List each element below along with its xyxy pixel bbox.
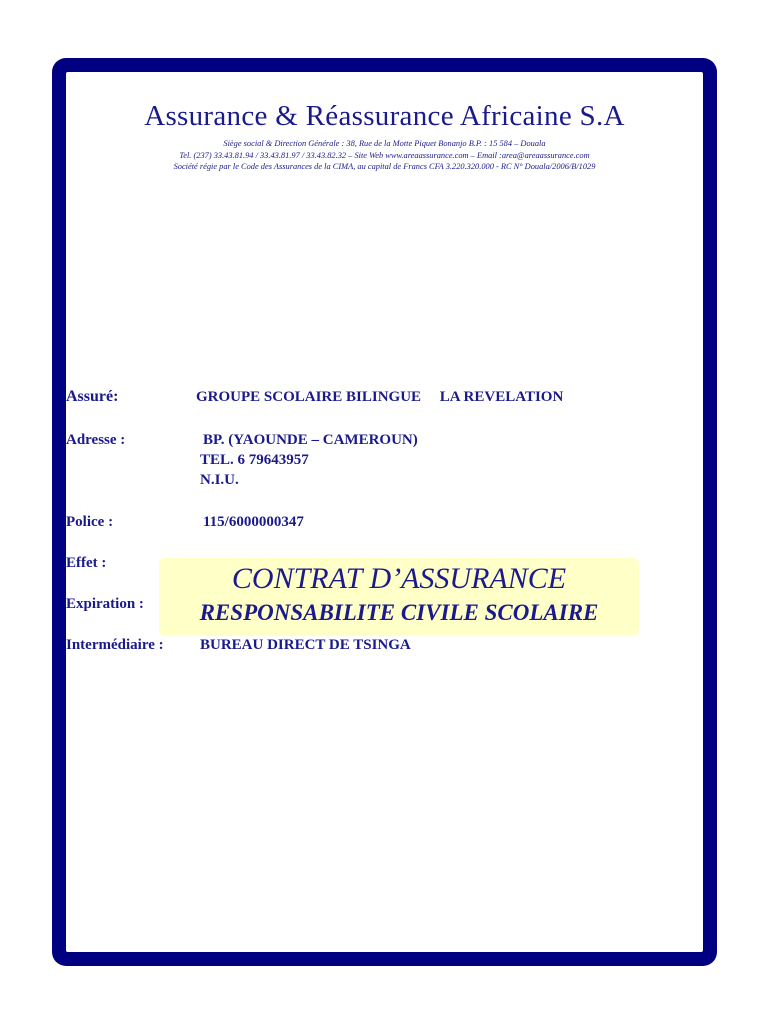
adresse-label: Adresse : <box>66 432 126 448</box>
contract-subtitle: RESPONSABILITE CIVILE SCOLAIRE <box>199 600 599 625</box>
effet-label: Effet : <box>66 555 107 571</box>
adresse-line3: N.I.U. <box>200 472 239 488</box>
document-page <box>66 72 703 952</box>
assure-label: Assuré: <box>66 388 119 405</box>
company-name: Assurance & Réassurance Africaine S.A <box>144 100 625 132</box>
company-registration: Société régie par le Code des Assurances de la CIMA, au capital de Francs CFA 3.220.320.000 - RC N° Douala/2006/B/1029 <box>173 162 596 171</box>
adresse-line2: TEL. 6 79643957 <box>200 452 309 468</box>
company-contacts: Tel. (237) 33.43.81.94 / 33.43.81.97 / 33.43.82.32 – Site Web www.areaassurance.com – Email :area@areaassurance.com <box>179 151 590 160</box>
contract-banner <box>159 558 639 636</box>
contract-title: CONTRAT D’ASSURANCE <box>231 562 567 595</box>
document-border <box>52 58 717 966</box>
expiration-label: Expiration : <box>66 596 144 612</box>
police-value: 115/6000000347 <box>203 514 304 530</box>
adresse-line1: BP. (YAOUNDE – CAMEROUN) <box>203 432 418 448</box>
intermediaire-value: BUREAU DIRECT DE TSINGA <box>200 637 411 653</box>
police-label: Police : <box>66 514 114 530</box>
company-address: Siège social & Direction Générale : 38, Rue de la Motte Piquet Bonanjo B.P. : 15 584 – Douala <box>223 139 546 148</box>
assure-value: GROUPE SCOLAIRE BILINGUE LA REVELATION <box>196 389 564 405</box>
intermediaire-label: Intermédiaire : <box>66 637 164 653</box>
